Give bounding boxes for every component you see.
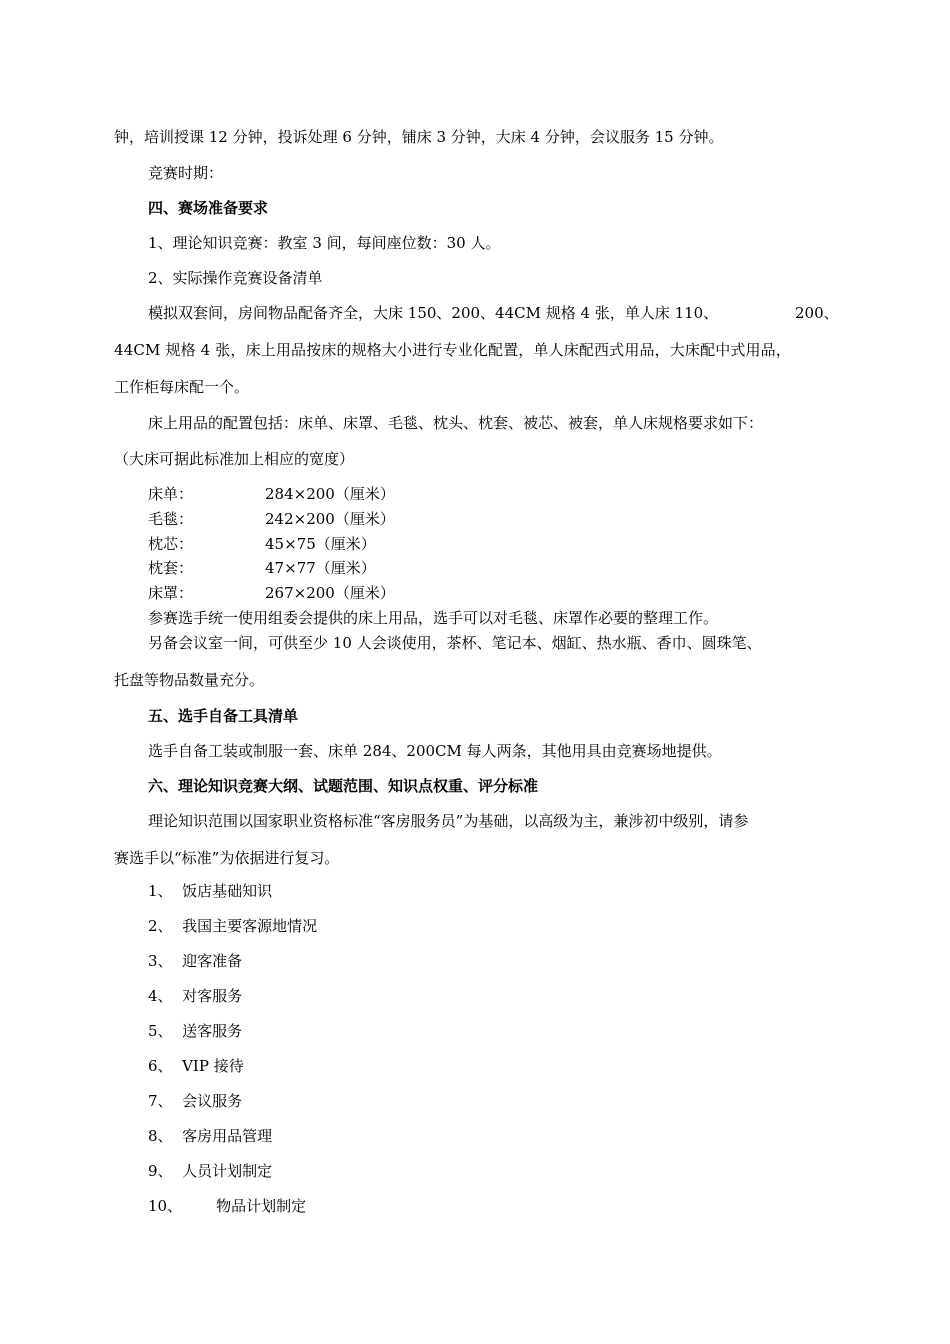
list-item (148, 951, 242, 971)
list-item (148, 1091, 242, 1111)
paragraph-line: 赛选手以“标准”为依据进行复习。 (114, 849, 340, 867)
list-number: 3、 (148, 952, 173, 970)
list-number: 9、 (148, 1162, 173, 1180)
spec-name: 床单： (148, 485, 194, 503)
list-item: 1、理论知识竞赛：教室 3 间，每间座位数：30 人。 (148, 234, 501, 252)
list-item (148, 881, 272, 901)
paragraph-room-setup (148, 303, 718, 323)
list-text: 人员计划制定 (182, 1162, 273, 1180)
paragraph-supplied-bedding: 参赛选手统一使用组委会提供的床上用品，选手可以对毛毯、床罩作必要的整理工作。 (148, 609, 719, 627)
spec-value: 267×200（厘米） (265, 584, 395, 602)
spec-name: 枕套： (148, 559, 194, 577)
spec-name: 枕芯： (148, 535, 194, 553)
paragraph-bedding: 床上用品的配置包括：床单、床罩、毛毯、枕头、枕套、被芯、被套，单人床规格要求如下： (148, 414, 764, 432)
paragraph-competition-period: 竞赛时期： (148, 164, 224, 182)
list-number: 6、 (148, 1057, 173, 1075)
list-text: VIP 接待 (182, 1057, 244, 1075)
list-number: 4、 (148, 987, 173, 1005)
list-item (148, 1021, 242, 1041)
list-text: 饭店基础知识 (182, 882, 273, 900)
paragraph-time-limits: 钟，培训授课 12 分钟，投诉处理 6 分钟，铺床 3 分钟，大床 4 分钟，会议服务 15 分钟。 (114, 128, 724, 146)
list-number: 10、 (148, 1197, 183, 1215)
spec-value: 242×200（厘米） (265, 510, 395, 528)
section-heading-6: 六、理论知识竞赛大纲、试题范围、知识点权重、评分标准 (148, 777, 539, 795)
list-number: 2、 (148, 917, 173, 935)
list-number: 8、 (148, 1127, 173, 1145)
paragraph-line: 模拟双套间，房间物品配备齐全，大床 150、200、44CM 规格 4 张，单人床 110、 (148, 304, 719, 322)
list-item (148, 986, 242, 1006)
list-text: 对客服务 (182, 987, 243, 1005)
spec-value: 284×200（厘米） (265, 485, 395, 503)
paragraph-meeting-room: 另备会议室一间，可供至少 10 人会谈使用，茶杯、笔记本、烟缸、热水瓶、香巾、圆珠笔、 (148, 634, 762, 652)
list-item (148, 916, 317, 936)
paragraph-theory-scope: 理论知识范围以国家职业资格标准“客房服务员”为基础，以高级为主，兼涉初中级别，请参 (148, 812, 749, 830)
paragraph-line: 工作柜每床配一个。 (114, 378, 250, 396)
list-number: 1、 (148, 882, 173, 900)
list-text: 迎客准备 (182, 952, 243, 970)
spec-value: 47×77（厘米） (265, 559, 376, 577)
list-text: 客房用品管理 (182, 1127, 273, 1145)
list-text: 我国主要客源地情况 (182, 917, 318, 935)
section-heading-4: 四、赛场准备要求 (148, 199, 269, 217)
list-text: 物品计划制定 (216, 1197, 307, 1215)
list-item (148, 1196, 306, 1216)
list-item (148, 1126, 272, 1146)
paragraph-line: 200、 (795, 304, 839, 322)
paragraph-line: 托盘等物品数量充分。 (114, 671, 265, 689)
paragraph-line: 44CM 规格 4 张，床上用品按床的规格大小进行专业化配置，单人床配西式用品，大床配中式用品， (114, 341, 791, 359)
list-text: 送客服务 (182, 1022, 243, 1040)
list-item: 2、实际操作竞赛设备清单 (148, 269, 323, 287)
spec-name: 毛毯： (148, 510, 194, 528)
spec-value: 45×75（厘米） (265, 535, 376, 553)
list-item (148, 1056, 244, 1076)
list-number: 5、 (148, 1022, 173, 1040)
paragraph-line: （大床可据此标准加上相应的宽度） (114, 450, 355, 468)
section-heading-5: 五、选手自备工具清单 (148, 707, 299, 725)
spec-name: 床罩： (148, 584, 194, 602)
list-text: 会议服务 (182, 1092, 243, 1110)
list-item (148, 1161, 272, 1181)
paragraph-tools: 选手自备工装或制服一套、床单 284、200CM 每人两条，其他用具由竞赛场地提供。 (148, 742, 722, 760)
list-number: 7、 (148, 1092, 173, 1110)
